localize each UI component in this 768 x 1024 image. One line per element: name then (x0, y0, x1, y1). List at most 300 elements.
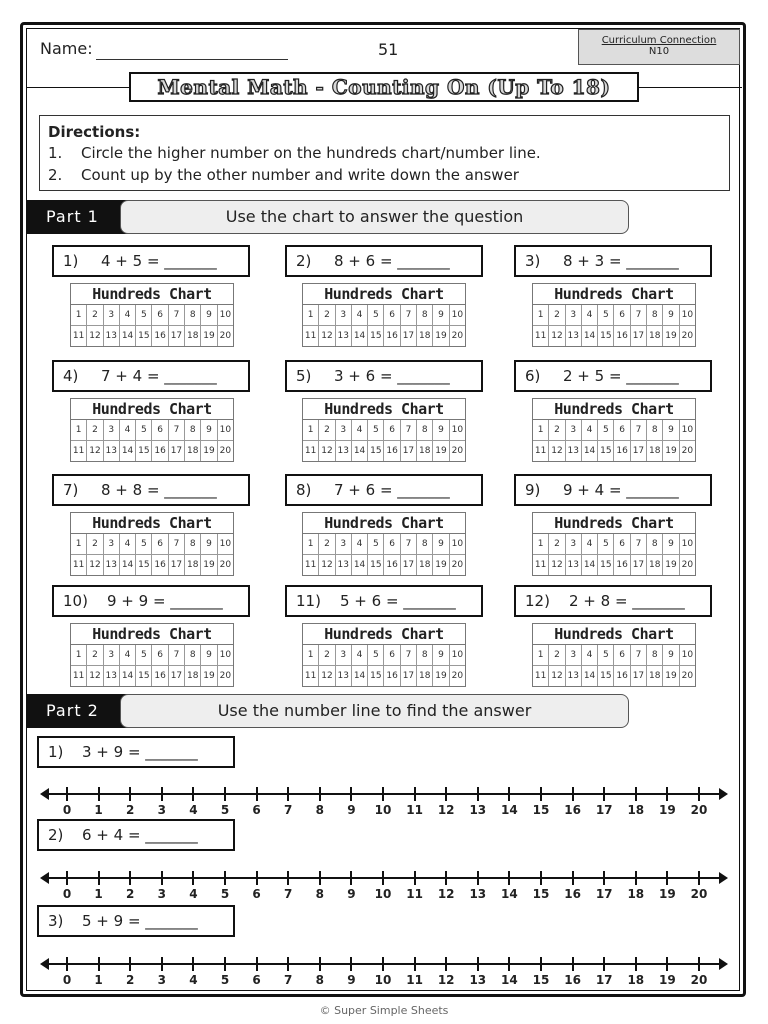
chart-cell[interactable]: 9 (201, 305, 217, 325)
chart-cell[interactable]: 9 (433, 534, 449, 554)
chart-cell[interactable]: 19 (201, 666, 217, 686)
chart-cell[interactable]: 4 (582, 420, 598, 440)
chart-cell[interactable]: 3 (104, 420, 120, 440)
question-box[interactable] (285, 474, 483, 506)
chart-cell[interactable]: 3 (566, 305, 582, 325)
chart-cell[interactable]: 2 (319, 534, 335, 554)
number-line-tick[interactable] (445, 871, 447, 885)
number-line-tick[interactable] (477, 957, 479, 971)
chart-cell[interactable]: 14 (582, 441, 598, 461)
chart-cell[interactable]: 19 (663, 666, 679, 686)
chart-cell[interactable]: 6 (384, 645, 400, 665)
number-line-tick[interactable] (256, 787, 258, 801)
chart-cell[interactable]: 13 (104, 326, 120, 346)
chart-cell[interactable]: 1 (533, 305, 549, 325)
chart-cell[interactable]: 17 (631, 555, 647, 575)
chart-cell[interactable]: 6 (384, 420, 400, 440)
chart-cell[interactable]: 12 (549, 666, 565, 686)
chart-cell[interactable]: 2 (319, 420, 335, 440)
question-box[interactable] (52, 585, 250, 617)
chart-cell[interactable]: 11 (71, 555, 87, 575)
chart-cell[interactable]: 19 (201, 441, 217, 461)
chart-cell[interactable]: 3 (336, 420, 352, 440)
chart-cell[interactable]: 15 (598, 441, 614, 461)
chart-cell[interactable]: 18 (417, 326, 433, 346)
number-line-tick[interactable] (572, 957, 574, 971)
chart-cell[interactable]: 5 (598, 420, 614, 440)
question-expression[interactable]: 7 + 6 = _______ (334, 481, 450, 499)
number-line-tick[interactable] (192, 871, 194, 885)
chart-cell[interactable]: 12 (87, 666, 103, 686)
question-expression[interactable]: 8 + 8 = _______ (101, 481, 217, 499)
chart-cell[interactable]: 10 (451, 650, 464, 660)
chart-cell[interactable]: 8 (417, 645, 433, 665)
chart-cell[interactable]: 17 (631, 441, 647, 461)
chart-cell[interactable]: 10 (451, 310, 464, 320)
number-line-tick[interactable] (666, 957, 668, 971)
chart-cell[interactable]: 6 (384, 534, 400, 554)
chart-cell[interactable]: 15 (136, 555, 152, 575)
chart-cell[interactable]: 1 (303, 420, 319, 440)
chart-cell[interactable]: 18 (185, 441, 201, 461)
chart-cell[interactable]: 17 (401, 666, 417, 686)
chart-cell[interactable]: 2 (549, 305, 565, 325)
chart-cell[interactable]: 10 (681, 650, 694, 660)
chart-cell[interactable]: 13 (336, 326, 352, 346)
chart-cell[interactable]: 5 (598, 645, 614, 665)
number-line-tick[interactable] (98, 871, 100, 885)
number-line-tick[interactable] (445, 787, 447, 801)
number-line-tick[interactable] (129, 787, 131, 801)
question-box[interactable] (52, 474, 250, 506)
chart-cell[interactable]: 11 (533, 666, 549, 686)
chart-cell[interactable]: 14 (352, 441, 368, 461)
number-line-tick[interactable] (129, 957, 131, 971)
chart-cell[interactable]: 14 (582, 555, 598, 575)
number-line-tick[interactable] (666, 787, 668, 801)
chart-cell[interactable]: 5 (136, 534, 152, 554)
chart-cell[interactable]: 2 (319, 645, 335, 665)
chart-cell[interactable]: 10 (451, 539, 464, 549)
chart-cell[interactable]: 19 (201, 326, 217, 346)
chart-cell[interactable]: 18 (417, 666, 433, 686)
chart-cell[interactable]: 11 (71, 441, 87, 461)
question-expression[interactable]: 7 + 4 = _______ (101, 367, 217, 385)
number-line-tick[interactable] (414, 957, 416, 971)
chart-cell[interactable]: 2 (87, 420, 103, 440)
chart-cell[interactable]: 2 (87, 534, 103, 554)
chart-cell[interactable]: 2 (549, 534, 565, 554)
number-line-tick[interactable] (66, 957, 68, 971)
chart-cell[interactable]: 1 (303, 645, 319, 665)
number-line-tick[interactable] (319, 957, 321, 971)
chart-cell[interactable]: 1 (533, 420, 549, 440)
number-line-tick[interactable] (350, 787, 352, 801)
curriculum-link[interactable]: Curriculum Connection (601, 35, 717, 46)
chart-cell[interactable]: 7 (631, 420, 647, 440)
chart-cell[interactable]: 14 (352, 555, 368, 575)
chart-cell[interactable]: 18 (647, 326, 663, 346)
number-line-question-box[interactable] (37, 736, 235, 768)
chart-cell[interactable]: 3 (104, 305, 120, 325)
chart-cell[interactable]: 8 (647, 645, 663, 665)
chart-cell[interactable]: 8 (185, 645, 201, 665)
chart-cell[interactable]: 4 (120, 645, 136, 665)
chart-cell[interactable]: 7 (401, 305, 417, 325)
question-expression[interactable]: 9 + 9 = _______ (107, 592, 223, 610)
chart-cell[interactable]: 17 (169, 441, 185, 461)
number-line-tick[interactable] (540, 957, 542, 971)
chart-cell[interactable]: 17 (631, 326, 647, 346)
chart-cell[interactable]: 4 (352, 645, 368, 665)
number-line-tick[interactable] (382, 787, 384, 801)
number-line-tick[interactable] (414, 871, 416, 885)
chart-cell[interactable]: 14 (120, 326, 136, 346)
question-box[interactable] (514, 245, 712, 277)
chart-cell[interactable]: 15 (368, 326, 384, 346)
chart-cell[interactable]: 2 (549, 420, 565, 440)
number-line-tick[interactable] (161, 957, 163, 971)
chart-cell[interactable]: 8 (185, 534, 201, 554)
chart-cell[interactable]: 3 (336, 305, 352, 325)
question-expression[interactable]: 8 + 6 = _______ (334, 252, 450, 270)
number-line-tick[interactable] (445, 957, 447, 971)
chart-cell[interactable]: 12 (87, 555, 103, 575)
chart-cell[interactable]: 6 (614, 420, 630, 440)
chart-cell[interactable]: 18 (647, 555, 663, 575)
chart-cell[interactable]: 17 (169, 555, 185, 575)
chart-cell[interactable]: 19 (433, 441, 449, 461)
chart-cell[interactable]: 2 (549, 645, 565, 665)
chart-cell[interactable]: 6 (152, 420, 168, 440)
number-line-tick[interactable] (192, 957, 194, 971)
chart-cell[interactable]: 6 (614, 645, 630, 665)
chart-cell[interactable]: 11 (303, 441, 319, 461)
chart-cell[interactable]: 17 (401, 326, 417, 346)
chart-cell[interactable]: 7 (401, 420, 417, 440)
chart-cell[interactable]: 7 (401, 645, 417, 665)
number-line-tick[interactable] (540, 871, 542, 885)
chart-cell[interactable]: 14 (120, 666, 136, 686)
chart-cell[interactable]: 9 (663, 534, 679, 554)
number-line-tick[interactable] (287, 957, 289, 971)
number-line-tick[interactable] (698, 787, 700, 801)
question-expression[interactable]: 3 + 6 = _______ (334, 367, 450, 385)
chart-cell[interactable]: 17 (401, 441, 417, 461)
number-line-tick[interactable] (635, 871, 637, 885)
number-line-question-box[interactable] (37, 819, 235, 851)
chart-cell[interactable]: 7 (631, 645, 647, 665)
chart-cell[interactable]: 19 (433, 555, 449, 575)
chart-cell[interactable]: 8 (647, 534, 663, 554)
chart-cell[interactable]: 19 (663, 441, 679, 461)
chart-cell[interactable]: 10 (219, 310, 232, 320)
chart-cell[interactable]: 9 (433, 420, 449, 440)
chart-cell[interactable]: 9 (663, 305, 679, 325)
chart-cell[interactable]: 9 (201, 420, 217, 440)
chart-cell[interactable]: 12 (319, 666, 335, 686)
number-line-tick[interactable] (98, 787, 100, 801)
chart-cell[interactable]: 7 (169, 645, 185, 665)
chart-cell[interactable]: 15 (598, 555, 614, 575)
number-line-tick[interactable] (192, 787, 194, 801)
chart-cell[interactable]: 20 (451, 446, 464, 456)
number-line-tick[interactable] (666, 871, 668, 885)
chart-cell[interactable]: 17 (401, 555, 417, 575)
chart-cell[interactable]: 3 (336, 645, 352, 665)
chart-cell[interactable]: 16 (384, 666, 400, 686)
question-expression[interactable]: 5 + 6 = _______ (340, 592, 456, 610)
chart-cell[interactable]: 18 (417, 441, 433, 461)
number-line-tick[interactable] (129, 871, 131, 885)
chart-cell[interactable]: 9 (663, 420, 679, 440)
chart-cell[interactable]: 4 (120, 305, 136, 325)
chart-cell[interactable]: 7 (401, 534, 417, 554)
number-line-tick[interactable] (256, 957, 258, 971)
chart-cell[interactable]: 4 (582, 645, 598, 665)
chart-cell[interactable]: 17 (169, 326, 185, 346)
question-expression[interactable]: 4 + 5 = _______ (101, 252, 217, 270)
chart-cell[interactable]: 10 (681, 425, 694, 435)
chart-cell[interactable]: 3 (566, 420, 582, 440)
chart-cell[interactable]: 12 (549, 441, 565, 461)
chart-cell[interactable]: 5 (368, 420, 384, 440)
name-blank[interactable] (96, 59, 288, 60)
number-line-tick[interactable] (66, 787, 68, 801)
chart-cell[interactable]: 9 (433, 645, 449, 665)
chart-cell[interactable]: 8 (417, 420, 433, 440)
question-expression[interactable]: 2 + 5 = _______ (563, 367, 679, 385)
chart-cell[interactable]: 16 (614, 441, 630, 461)
number-line-tick[interactable] (224, 957, 226, 971)
chart-cell[interactable]: 19 (433, 326, 449, 346)
chart-cell[interactable]: 18 (185, 555, 201, 575)
chart-cell[interactable]: 15 (598, 326, 614, 346)
question-box[interactable] (52, 245, 250, 277)
number-line-tick[interactable] (603, 957, 605, 971)
number-line-tick[interactable] (287, 787, 289, 801)
number-line-tick[interactable] (224, 871, 226, 885)
question-box[interactable] (514, 360, 712, 392)
chart-cell[interactable]: 5 (368, 305, 384, 325)
chart-cell[interactable]: 19 (663, 555, 679, 575)
chart-cell[interactable]: 3 (566, 534, 582, 554)
chart-cell[interactable]: 10 (219, 539, 232, 549)
number-line-tick[interactable] (98, 957, 100, 971)
chart-cell[interactable]: 15 (136, 441, 152, 461)
number-line-tick[interactable] (572, 871, 574, 885)
number-line-tick[interactable] (319, 871, 321, 885)
chart-cell[interactable]: 7 (169, 305, 185, 325)
chart-cell[interactable]: 6 (614, 534, 630, 554)
chart-cell[interactable]: 17 (631, 666, 647, 686)
chart-cell[interactable]: 2 (87, 305, 103, 325)
question-expression[interactable]: 6 + 4 = _______ (82, 826, 198, 844)
number-line-tick[interactable] (66, 871, 68, 885)
chart-cell[interactable]: 9 (433, 305, 449, 325)
number-line-tick[interactable] (508, 871, 510, 885)
chart-cell[interactable]: 14 (120, 555, 136, 575)
chart-cell[interactable]: 5 (368, 645, 384, 665)
number-line-tick[interactable] (319, 787, 321, 801)
number-line-tick[interactable] (287, 871, 289, 885)
chart-cell[interactable]: 13 (566, 555, 582, 575)
number-line-tick[interactable] (161, 787, 163, 801)
chart-cell[interactable]: 6 (152, 645, 168, 665)
chart-cell[interactable]: 16 (152, 326, 168, 346)
chart-cell[interactable]: 20 (681, 446, 694, 456)
chart-cell[interactable]: 20 (219, 331, 232, 341)
chart-cell[interactable]: 12 (87, 441, 103, 461)
chart-cell[interactable]: 1 (71, 534, 87, 554)
chart-cell[interactable]: 14 (352, 666, 368, 686)
chart-cell[interactable]: 11 (533, 326, 549, 346)
chart-cell[interactable]: 11 (533, 555, 549, 575)
number-line-tick[interactable] (382, 871, 384, 885)
number-line-tick[interactable] (508, 957, 510, 971)
chart-cell[interactable]: 1 (303, 534, 319, 554)
number-line-tick[interactable] (350, 871, 352, 885)
chart-cell[interactable]: 20 (219, 671, 232, 681)
question-box[interactable] (52, 360, 250, 392)
chart-cell[interactable]: 5 (598, 305, 614, 325)
chart-cell[interactable]: 1 (533, 645, 549, 665)
chart-cell[interactable]: 14 (582, 326, 598, 346)
number-line-tick[interactable] (382, 957, 384, 971)
chart-cell[interactable]: 20 (681, 671, 694, 681)
number-line-tick[interactable] (161, 871, 163, 885)
question-expression[interactable]: 9 + 4 = _______ (563, 481, 679, 499)
chart-cell[interactable]: 13 (566, 666, 582, 686)
chart-cell[interactable]: 8 (185, 305, 201, 325)
chart-cell[interactable]: 1 (303, 305, 319, 325)
chart-cell[interactable]: 15 (368, 441, 384, 461)
chart-cell[interactable]: 16 (614, 326, 630, 346)
chart-cell[interactable]: 6 (152, 534, 168, 554)
chart-cell[interactable]: 16 (384, 441, 400, 461)
chart-cell[interactable]: 4 (582, 534, 598, 554)
chart-cell[interactable]: 10 (681, 539, 694, 549)
chart-cell[interactable]: 4 (120, 420, 136, 440)
chart-cell[interactable]: 18 (647, 441, 663, 461)
number-line-tick[interactable] (414, 787, 416, 801)
chart-cell[interactable]: 18 (185, 326, 201, 346)
chart-cell[interactable]: 1 (71, 645, 87, 665)
chart-cell[interactable]: 20 (219, 446, 232, 456)
chart-cell[interactable]: 4 (352, 420, 368, 440)
chart-cell[interactable]: 18 (647, 666, 663, 686)
chart-cell[interactable]: 20 (219, 560, 232, 570)
chart-cell[interactable]: 13 (104, 555, 120, 575)
chart-cell[interactable]: 13 (104, 666, 120, 686)
chart-cell[interactable]: 13 (104, 441, 120, 461)
number-line-tick[interactable] (698, 957, 700, 971)
chart-cell[interactable]: 16 (614, 666, 630, 686)
chart-cell[interactable]: 1 (71, 305, 87, 325)
number-line-tick[interactable] (572, 787, 574, 801)
chart-cell[interactable]: 11 (71, 666, 87, 686)
chart-cell[interactable]: 16 (152, 666, 168, 686)
chart-cell[interactable]: 9 (201, 534, 217, 554)
chart-cell[interactable]: 12 (549, 326, 565, 346)
chart-cell[interactable]: 8 (417, 305, 433, 325)
chart-cell[interactable]: 4 (120, 534, 136, 554)
number-line-tick[interactable] (477, 871, 479, 885)
chart-cell[interactable]: 9 (663, 645, 679, 665)
chart-cell[interactable]: 5 (136, 645, 152, 665)
number-line-tick[interactable] (540, 787, 542, 801)
chart-cell[interactable]: 19 (663, 326, 679, 346)
chart-cell[interactable]: 18 (185, 666, 201, 686)
chart-cell[interactable]: 8 (185, 420, 201, 440)
chart-cell[interactable]: 16 (152, 441, 168, 461)
chart-cell[interactable]: 5 (136, 305, 152, 325)
chart-cell[interactable]: 3 (104, 645, 120, 665)
chart-cell[interactable]: 4 (582, 305, 598, 325)
question-box[interactable] (285, 245, 483, 277)
chart-cell[interactable]: 14 (352, 326, 368, 346)
number-line-tick[interactable] (224, 787, 226, 801)
chart-cell[interactable]: 20 (451, 671, 464, 681)
number-line-tick[interactable] (635, 957, 637, 971)
number-line-tick[interactable] (508, 787, 510, 801)
question-box[interactable] (514, 585, 712, 617)
chart-cell[interactable]: 15 (368, 666, 384, 686)
question-box[interactable] (285, 585, 483, 617)
chart-cell[interactable]: 12 (319, 555, 335, 575)
question-box[interactable] (514, 474, 712, 506)
question-expression[interactable]: 3 + 9 = _______ (82, 743, 198, 761)
chart-cell[interactable]: 15 (136, 326, 152, 346)
chart-cell[interactable]: 20 (451, 331, 464, 341)
question-expression[interactable]: 2 + 8 = _______ (569, 592, 685, 610)
chart-cell[interactable]: 10 (219, 425, 232, 435)
number-line-tick[interactable] (256, 871, 258, 885)
chart-cell[interactable]: 13 (336, 441, 352, 461)
chart-cell[interactable]: 13 (566, 441, 582, 461)
chart-cell[interactable]: 11 (303, 666, 319, 686)
chart-cell[interactable]: 7 (169, 534, 185, 554)
chart-cell[interactable]: 11 (533, 441, 549, 461)
chart-cell[interactable]: 11 (303, 326, 319, 346)
chart-cell[interactable]: 15 (368, 555, 384, 575)
chart-cell[interactable]: 6 (384, 305, 400, 325)
chart-cell[interactable]: 19 (201, 555, 217, 575)
chart-cell[interactable]: 1 (71, 420, 87, 440)
chart-cell[interactable]: 8 (647, 420, 663, 440)
chart-cell[interactable]: 10 (219, 650, 232, 660)
chart-cell[interactable]: 15 (136, 666, 152, 686)
chart-cell[interactable]: 15 (598, 666, 614, 686)
number-line-question-box[interactable] (37, 905, 235, 937)
chart-cell[interactable]: 16 (384, 555, 400, 575)
question-expression[interactable]: 5 + 9 = _______ (82, 912, 198, 930)
chart-cell[interactable]: 10 (681, 310, 694, 320)
chart-cell[interactable]: 12 (319, 441, 335, 461)
question-box[interactable] (285, 360, 483, 392)
chart-cell[interactable]: 10 (451, 425, 464, 435)
chart-cell[interactable]: 2 (319, 305, 335, 325)
chart-cell[interactable]: 1 (533, 534, 549, 554)
chart-cell[interactable]: 3 (104, 534, 120, 554)
chart-cell[interactable]: 6 (152, 305, 168, 325)
curriculum-connection-box[interactable] (578, 29, 740, 65)
chart-cell[interactable]: 11 (303, 555, 319, 575)
number-line-tick[interactable] (350, 957, 352, 971)
chart-cell[interactable]: 5 (368, 534, 384, 554)
chart-cell[interactable]: 9 (201, 645, 217, 665)
chart-cell[interactable]: 7 (169, 420, 185, 440)
